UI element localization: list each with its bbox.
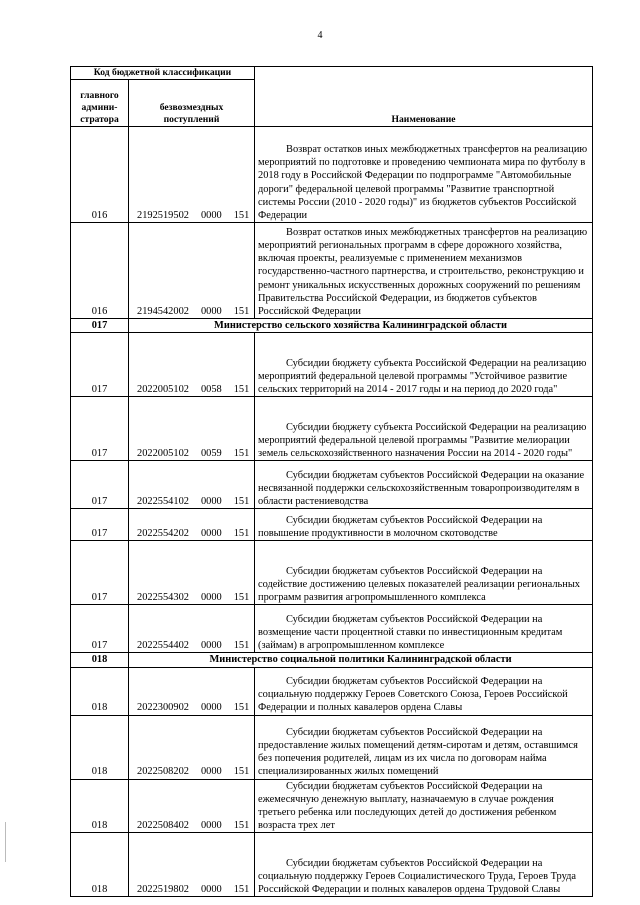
item-name-text: Субсидии бюджетам субъектов Российской Федерации на социальную поддержку Героев Советского Союза, Героев Российской Федерации и полных кавалеров ордена Славы xyxy=(258,675,568,714)
table-row xyxy=(71,223,593,319)
name-header: Наименование xyxy=(255,67,593,127)
table-row xyxy=(71,127,593,223)
revenue-code-main: 2022554402 xyxy=(137,640,189,652)
admin-code: 016 xyxy=(71,223,129,319)
item-name-text: Субсидии бюджетам субъектов Российской Федерации на предоставление жилых помещений детям-сиротам и детям, оставшимся без попечения родителей, лицам из их числа по договорам найма специализированных жилых помещений xyxy=(258,726,578,778)
item-name xyxy=(255,397,593,461)
revenue-code-main: 2022554302 xyxy=(137,592,189,604)
item-name xyxy=(255,715,593,779)
ministry-row xyxy=(71,319,593,333)
item-name-text: Возврат остатков иных межбюджетных трансфертов на реализацию мероприятий региональных программ в сфере дорожного хозяйства, включая проекты, реализуемые с применением механизмов государственно-частного партнерства, и строительство, реконструкцию и ремонт уникальных искусственных дорожных сооружений по решениям Правительства Российской Федерации, из бюджетов субъектов Российской Федерации xyxy=(258,226,588,317)
ministry-admin-code: 017 xyxy=(71,319,129,333)
revenue-code-program: 0000 xyxy=(200,209,222,221)
revenue-code-main: 2022005102 xyxy=(137,384,189,396)
revenue-code-kosgu: 151 xyxy=(233,884,250,896)
kbk-header: Код бюджетной классификации xyxy=(71,67,255,80)
revenue-code xyxy=(129,333,255,397)
ministry-admin-code: 018 xyxy=(71,653,129,667)
revenue-code xyxy=(129,461,255,509)
revenue-code-kosgu: 151 xyxy=(233,702,250,714)
admin-code: 017 xyxy=(71,397,129,461)
table-row xyxy=(71,509,593,541)
table-row xyxy=(71,541,593,605)
table-row xyxy=(71,461,593,509)
ministry-title: Министерство социальной политики Калининградской области xyxy=(129,653,593,667)
ministry-row xyxy=(71,653,593,667)
revenue-code-kosgu: 151 xyxy=(233,496,250,508)
item-name xyxy=(255,127,593,223)
item-name xyxy=(255,541,593,605)
revenue-code-kosgu: 151 xyxy=(233,448,250,460)
admin-code: 018 xyxy=(71,715,129,779)
admin-code: 018 xyxy=(71,779,129,833)
revenue-code-program: 0000 xyxy=(200,884,222,896)
revenue-code-program: 0059 xyxy=(200,448,222,460)
table-body xyxy=(71,127,593,897)
table-row xyxy=(71,333,593,397)
admin-code: 017 xyxy=(71,333,129,397)
revenue-code-main: 2022508202 xyxy=(137,766,189,778)
budget-classification-table xyxy=(70,66,593,897)
revenue-code-main: 2022005102 xyxy=(137,448,189,460)
admin-code: 018 xyxy=(71,667,129,715)
item-name xyxy=(255,667,593,715)
revenue-code xyxy=(129,509,255,541)
revenue-code-kosgu: 151 xyxy=(233,592,250,604)
item-name xyxy=(255,779,593,833)
revenue-code xyxy=(129,833,255,897)
revenue-code-kosgu: 151 xyxy=(233,766,250,778)
table-row xyxy=(71,605,593,653)
revenue-code-program: 0000 xyxy=(200,702,222,714)
item-name-text: Субсидии бюджетам субъектов Российской Федерации на ежемесячную денежную выплату, назначаемую в случае рождения третьего ребенка или последующих детей до достижения ребенком возраста трех лет xyxy=(258,780,557,832)
table-row xyxy=(71,715,593,779)
item-name-text: Субсидии бюджетам субъектов Российской Федерации на содействие достижению целевых показателей реализации региональных программ развития агропромышленного комплекса xyxy=(258,565,580,604)
admin-code: 017 xyxy=(71,509,129,541)
item-name-text: Субсидии бюджету субъекта Российской Федерации на реализацию мероприятий федеральной целевой программы "Устойчивое развитие сельских территорий на 2014 - 2017 годы и на период до 2020 года" xyxy=(258,357,587,396)
revenue-code xyxy=(129,715,255,779)
revenue-code-main: 2022554102 xyxy=(137,496,189,508)
revenue-code xyxy=(129,223,255,319)
item-name xyxy=(255,333,593,397)
admin-header: главного админи- стратора xyxy=(71,80,129,127)
revenue-code-program: 0000 xyxy=(200,305,222,317)
table-row xyxy=(71,667,593,715)
revenue-code xyxy=(129,779,255,833)
revenue-code-main: 2022519802 xyxy=(137,884,189,896)
item-name-text: Субсидии бюджету субъекта Российской Федерации на реализацию мероприятий федеральной целевой программы "Развитие мелиорации земель сельскохозяйственного назначения России на 2014 - 2020 годы" xyxy=(258,421,587,460)
revenue-code-main: 2022300902 xyxy=(137,702,189,714)
revenue-code-program: 0000 xyxy=(200,592,222,604)
revenue-header: безвозмездных поступлений xyxy=(129,80,255,127)
table-row xyxy=(71,397,593,461)
revenue-code-program: 0000 xyxy=(200,528,222,540)
item-name xyxy=(255,461,593,509)
admin-code: 016 xyxy=(71,127,129,223)
table-row xyxy=(71,833,593,897)
admin-code: 017 xyxy=(71,541,129,605)
revenue-code-program: 0000 xyxy=(200,496,222,508)
item-name-text: Субсидии бюджетам субъектов Российской Федерации на социальную поддержку Героев Социалистического Труда, Героев Труда Российской Федерации и полных кавалеров ордена Трудовой Славы xyxy=(258,857,577,896)
scan-margin-mark xyxy=(5,822,6,862)
revenue-code-main: 2022554202 xyxy=(137,528,189,540)
item-name-text: Субсидии бюджетам субъектов Российской Федерации на возмещение части процентной ставки по инвестиционным кредитам (займам) в агропромышленном комплексе xyxy=(258,613,563,652)
revenue-code-program: 0000 xyxy=(200,766,222,778)
revenue-code-kosgu: 151 xyxy=(233,640,250,652)
revenue-code-program: 0000 xyxy=(200,820,222,832)
revenue-code-kosgu: 151 xyxy=(233,820,250,832)
admin-code: 017 xyxy=(71,461,129,509)
item-name-text: Субсидии бюджетам субъектов Российской Федерации на повышение продуктивности в молочном скотоводстве xyxy=(258,514,543,540)
item-name xyxy=(255,223,593,319)
revenue-code-kosgu: 151 xyxy=(233,528,250,540)
admin-code: 018 xyxy=(71,833,129,897)
revenue-code xyxy=(129,667,255,715)
table-row xyxy=(71,779,593,833)
revenue-code xyxy=(129,605,255,653)
item-name xyxy=(255,509,593,541)
page-number: 4 xyxy=(317,30,323,41)
revenue-code-main: 2022508402 xyxy=(137,820,189,832)
revenue-code xyxy=(129,541,255,605)
item-name xyxy=(255,605,593,653)
revenue-code-program: 0000 xyxy=(200,640,222,652)
revenue-code-kosgu: 151 xyxy=(233,209,250,221)
item-name-text: Субсидии бюджетам субъектов Российской Федерации на оказание несвязанной поддержки сельскохозяйственным товаропроизводителям в области растениеводства xyxy=(258,469,585,508)
revenue-code-kosgu: 151 xyxy=(233,305,250,317)
revenue-code-program: 0058 xyxy=(200,384,222,396)
item-name xyxy=(255,833,593,897)
admin-code: 017 xyxy=(71,605,129,653)
revenue-code xyxy=(129,127,255,223)
revenue-code-main: 2192519502 xyxy=(137,209,189,221)
revenue-code-main: 2194542002 xyxy=(137,305,189,317)
item-name-text: Возврат остатков иных межбюджетных трансфертов на реализацию мероприятий по подготовке и проведению чемпионата мира по футболу в 2018 году в Российской Федерации по подпрограмме "Автомобильные дороги" федеральной целевой программы "Развитие транспортной системы России (2010 - 2020 годы)" из бюджетов субъектов Российской Федерации xyxy=(258,143,588,221)
revenue-code-kosgu: 151 xyxy=(233,384,250,396)
ministry-title: Министерство сельского хозяйства Калининградской области xyxy=(129,319,593,333)
revenue-code xyxy=(129,397,255,461)
